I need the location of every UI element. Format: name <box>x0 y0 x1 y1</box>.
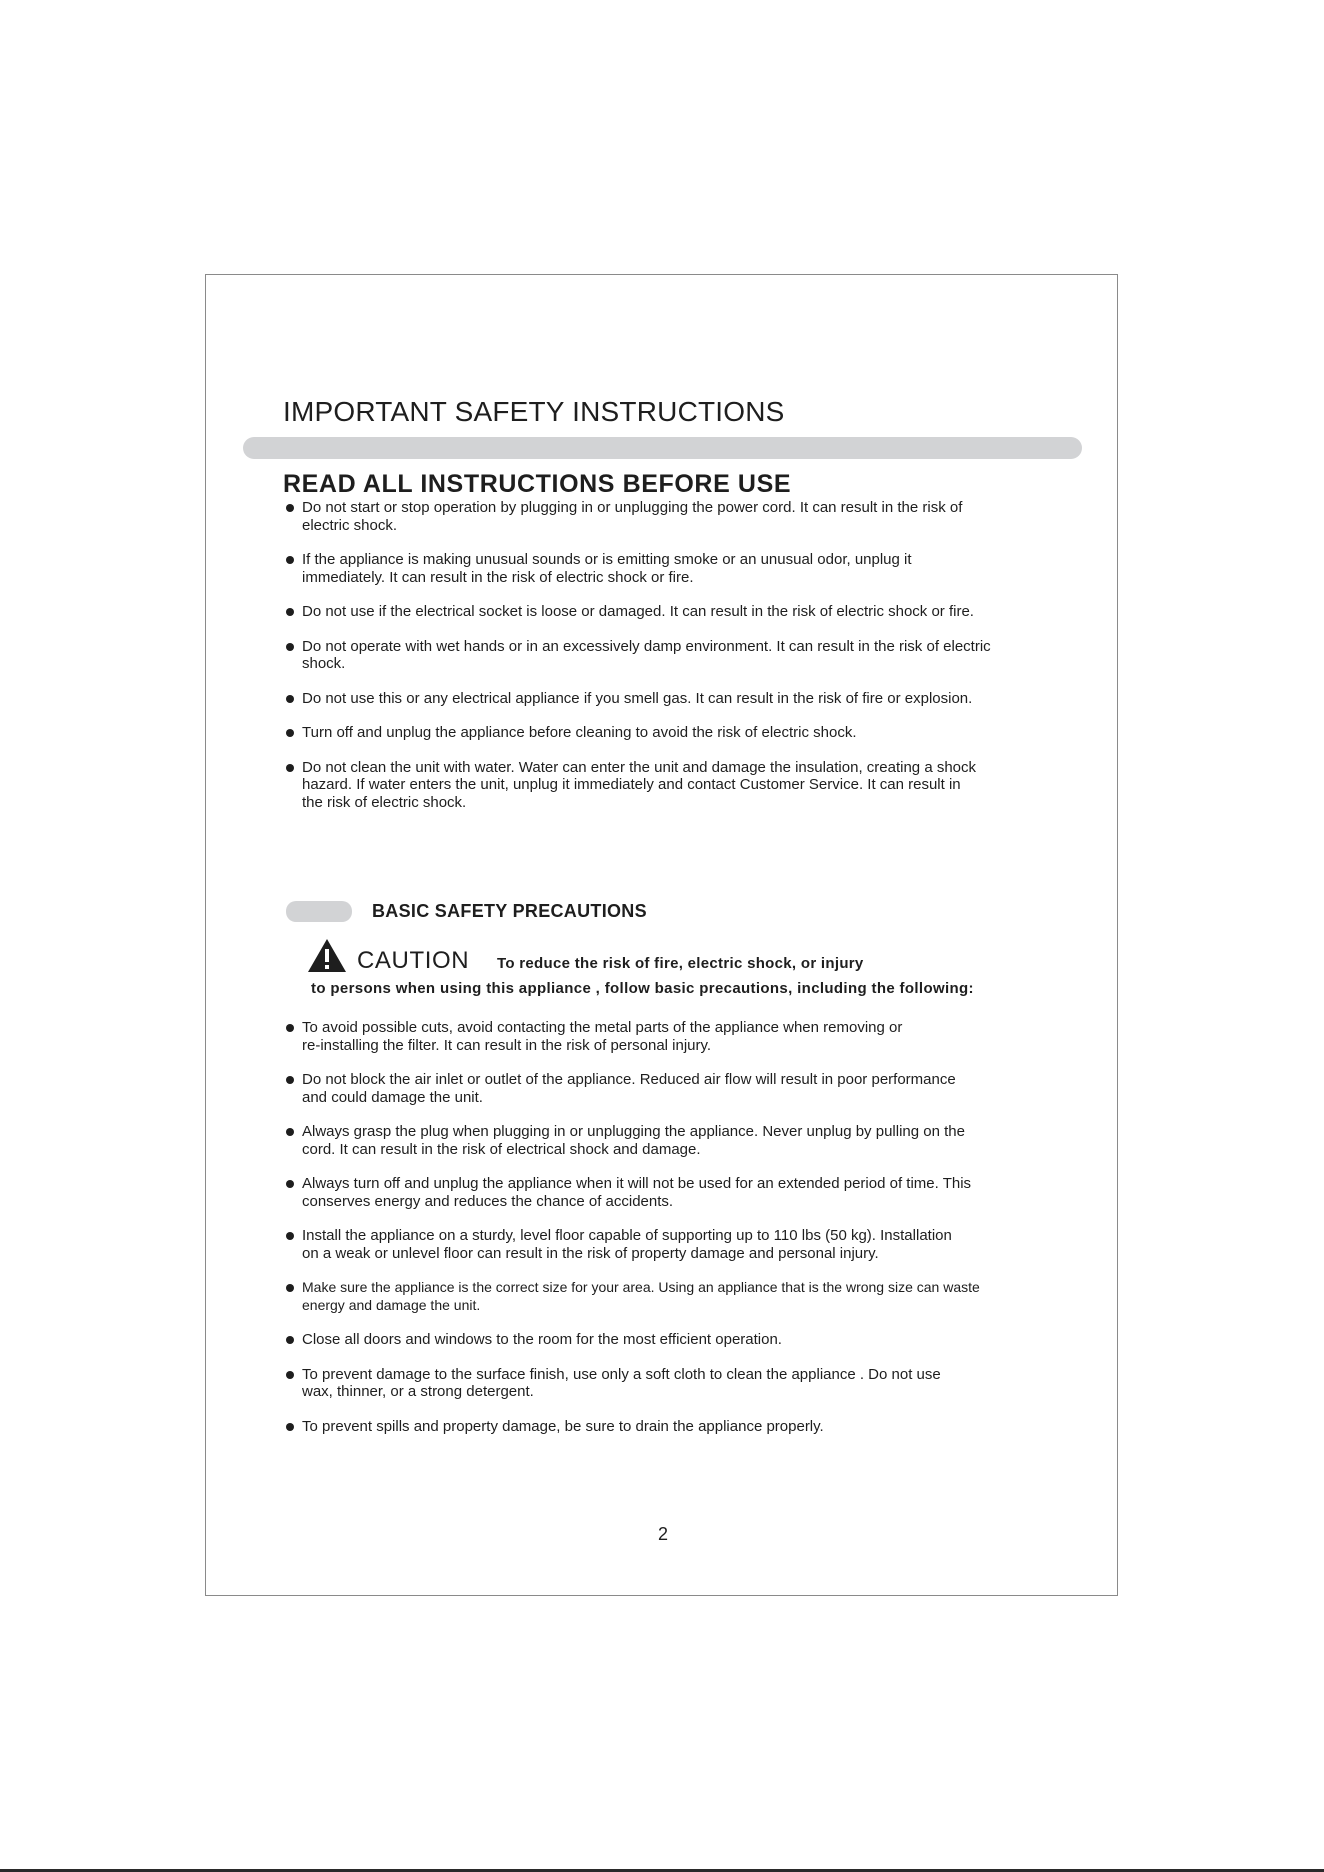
bullet-icon <box>286 695 294 703</box>
bullet-icon <box>286 1423 294 1431</box>
list-item <box>286 551 991 586</box>
list-item <box>286 1331 980 1349</box>
bullet-icon <box>286 1284 294 1292</box>
list-item-text: Do not block the air inlet or outlet of the appliance. Reduced air flow will result in poor performance <box>302 1071 956 1088</box>
bullet-icon <box>286 1180 294 1188</box>
bullet-icon <box>286 729 294 737</box>
page-title: IMPORTANT SAFETY INSTRUCTIONS <box>283 396 785 427</box>
list-item <box>286 499 991 534</box>
list-item <box>286 1366 980 1401</box>
page-number: 2 <box>657 1524 668 1544</box>
list-item-text: To avoid possible cuts, avoid contacting the metal parts of the appliance when removing or <box>302 1019 903 1036</box>
bullet-icon <box>286 1336 294 1344</box>
list-item <box>286 638 991 673</box>
list-item-text: on a weak or unlevel floor can result in the risk of property damage and personal injury. <box>302 1244 879 1262</box>
list-item-text: Close all doors and windows to the room for the most efficient operation. <box>302 1331 782 1348</box>
list-item-text: Do not use this or any electrical appliance if you smell gas. It can result in the risk of fire or explosion. <box>302 689 973 707</box>
list-item-text: To prevent spills and property damage, be sure to drain the appliance properly. <box>302 1417 824 1435</box>
list-item <box>286 1279 980 1314</box>
list-item-text: conserves energy and reduces the chance of accidents. <box>302 1192 674 1210</box>
list-item-text: Do not clean the unit with water. Water can enter the unit and damage the insulation, creating a shock <box>302 758 977 776</box>
list-item-text: cord. It can result in the risk of electrical shock and damage. <box>302 1140 701 1158</box>
warning-triangle-icon <box>307 938 347 973</box>
section-marker-pill <box>286 901 352 922</box>
caution-label: CAUTION <box>357 947 470 974</box>
list-item <box>286 1418 980 1436</box>
basic-safety-list <box>286 1019 980 1435</box>
list-item-text: Do not operate with wet hands or in an excessively damp environment. It can result in the risk of electric <box>302 637 991 655</box>
list-item-text: Always grasp the plug when plugging in or unplugging the appliance. Never unplug by pulling on the <box>302 1123 965 1140</box>
list-item-text: Turn off and unplug the appliance before cleaning to avoid the risk of electric shock. <box>302 724 857 741</box>
list-item-text: and could damage the unit. <box>302 1088 483 1106</box>
list-item-text: Install the appliance on a sturdy, level floor capable of supporting up to 110 lbs (50 kg). Installation <box>302 1227 952 1244</box>
list-item-text: energy and damage the unit. <box>302 1296 481 1313</box>
bullet-icon <box>286 504 294 512</box>
bullet-icon <box>286 764 294 772</box>
list-item-text: To prevent damage to the surface finish, use only a soft cloth to clean the appliance . Do not use <box>302 1365 941 1383</box>
list-item <box>286 1227 980 1262</box>
list-item <box>286 603 991 621</box>
caution-text-line-2: to persons when using this appliance , follow basic precautions, including the following: <box>311 980 974 997</box>
list-item <box>286 724 991 742</box>
list-item <box>286 1019 980 1054</box>
bullet-icon <box>286 1076 294 1084</box>
bullet-icon <box>286 608 294 616</box>
bullet-icon <box>286 1371 294 1379</box>
bullet-icon <box>286 1024 294 1032</box>
bullet-icon <box>286 1128 294 1136</box>
list-item-text: Make sure the appliance is the correct size for your area. Using an appliance that is the wrong size can waste <box>302 1279 980 1295</box>
list-item-text: Always turn off and unplug the appliance when it will not be used for an extended period of time. This <box>302 1175 972 1192</box>
bullet-icon <box>286 1232 294 1240</box>
list-item-text: Do not start or stop operation by plugging in or unplugging the power cord. It can result in the risk of <box>302 499 963 516</box>
list-item <box>286 690 991 708</box>
list-item-text: re-installing the filter. It can result in the risk of personal injury. <box>302 1036 712 1054</box>
list-item <box>286 1071 980 1106</box>
read-instructions-list <box>286 499 991 811</box>
list-item <box>286 1175 980 1210</box>
bullet-icon <box>286 643 294 651</box>
title-divider-bar <box>243 437 1082 459</box>
list-item-text: shock. <box>302 655 346 672</box>
list-item-text: wax, thinner, or a strong detergent. <box>302 1383 534 1400</box>
list-item-text: hazard. If water enters the unit, unplug it immediately and contact Customer Service. It can result in <box>302 776 961 793</box>
bullet-icon <box>286 556 294 564</box>
read-instructions-heading: READ ALL INSTRUCTIONS BEFORE USE <box>283 470 792 498</box>
list-item-text: the risk of electric shock. <box>302 793 467 811</box>
list-item-text: Do not use if the electrical socket is loose or damaged. It can result in the risk of electric shock or fire. <box>302 603 974 620</box>
caution-text-line-1: To reduce the risk of fire, electric shock, or injury <box>497 955 864 972</box>
basic-safety-heading: BASIC SAFETY PRECAUTIONS <box>372 901 647 921</box>
list-item <box>286 1123 980 1158</box>
list-item <box>286 759 991 812</box>
list-item-text: If the appliance is making unusual sounds or is emitting smoke or an unusual odor, unplug it <box>302 551 912 568</box>
list-item-text: electric shock. <box>302 516 398 534</box>
list-item-text: immediately. It can result in the risk of electric shock or fire. <box>302 568 694 586</box>
